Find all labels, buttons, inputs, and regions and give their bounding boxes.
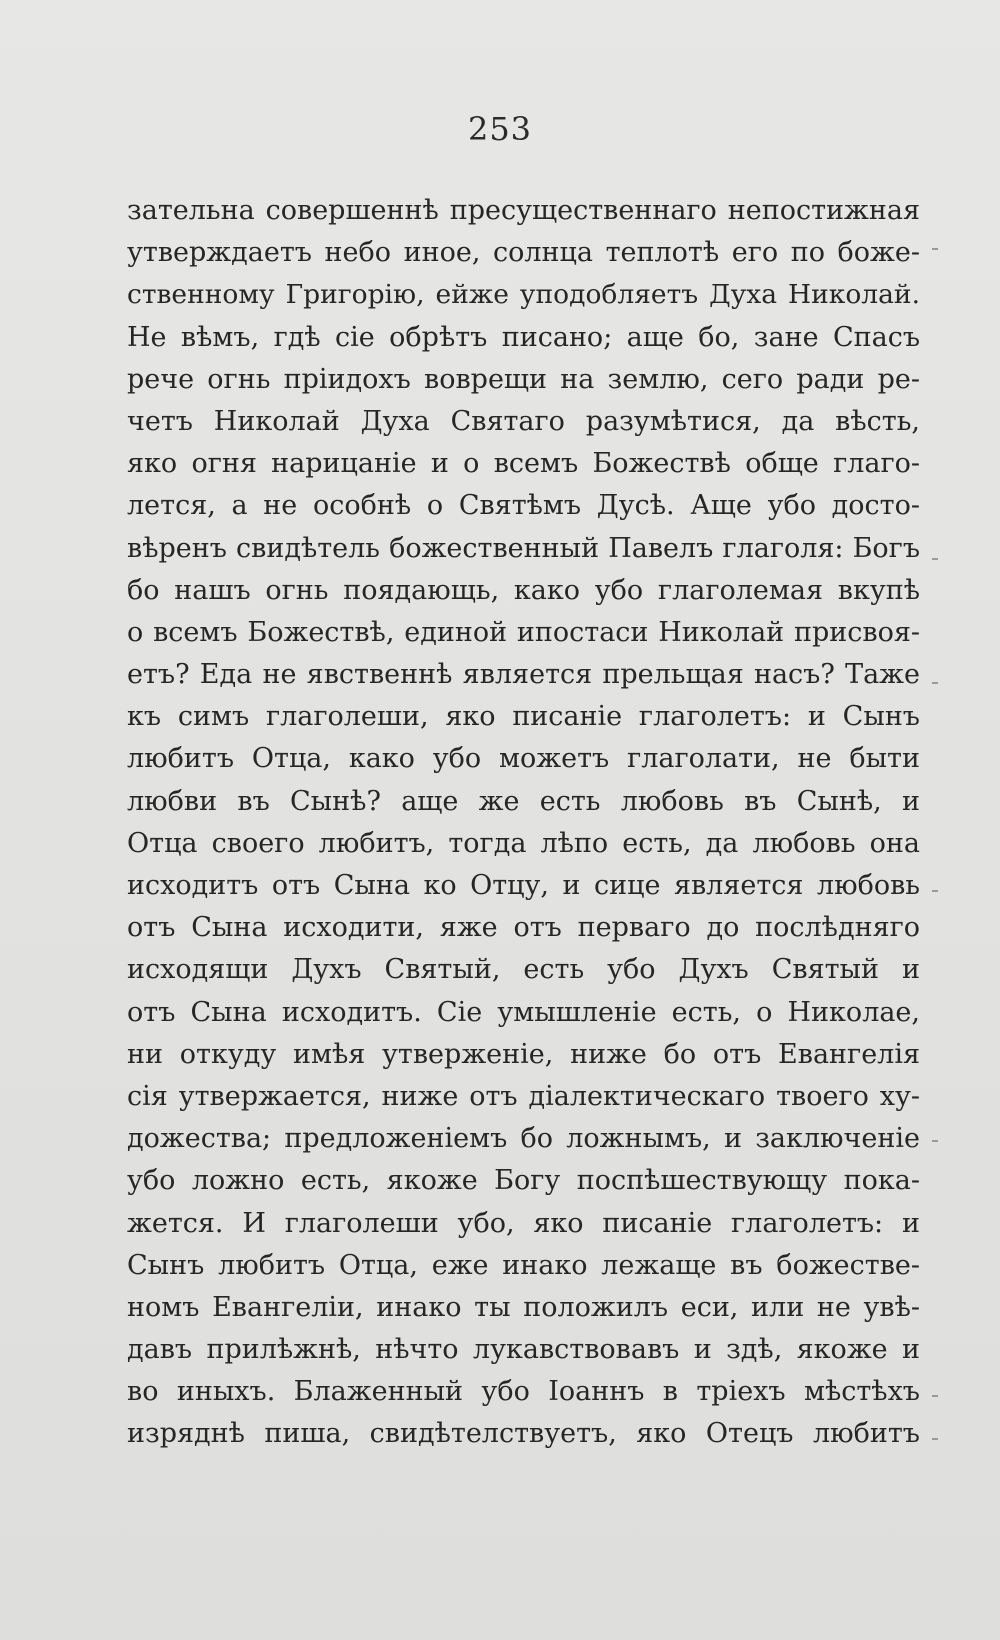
margin-speck — [932, 1438, 938, 1440]
text-line: Отца своего любитъ, тогда лѣпо есть, да любовь она — [127, 827, 920, 859]
text-line: Не вѣмъ, гдѣ сіе обрѣтъ писано; аще бо, зане Спасъ — [127, 321, 920, 353]
body-text — [127, 190, 920, 1456]
text-line: во иныхъ. Блаженный убо Іоаннъ в тріехъ мѣстѣхъ — [127, 1376, 920, 1408]
margin-speck — [932, 890, 938, 892]
text-line: жется. И глаголеши убо, яко писаніе глаголетъ: и — [127, 1207, 920, 1239]
text-line: четъ Николай Духа Святаго разумѣтися, да вѣсть, — [127, 405, 920, 437]
text-line: къ симъ глаголеши, яко писаніе глаголетъ: и Сынъ — [127, 701, 920, 733]
text-line: сія утвержается, ниже отъ діалектическаго твоего ху- — [127, 1080, 920, 1112]
margin-speck — [932, 558, 938, 560]
margin-speck — [932, 1140, 938, 1142]
text-line: исходящи Духъ Святый, есть убо Духъ Святый и — [127, 954, 920, 986]
margin-speck — [932, 1395, 938, 1397]
text-line: изряднѣ пиша, свидѣтелствуетъ, яко Отецъ любитъ — [127, 1418, 920, 1450]
text-line: ни откуду имѣя утверженіе, ниже бо отъ Евангелія — [127, 1038, 920, 1070]
text-line: зательна совершеннѣ пресущественнаго непостижная — [127, 195, 920, 226]
text-line: рече огнь пріидохъ воврещи на землю, сего ради ре- — [127, 363, 920, 395]
text-line: ственному Григорію, ейже уподобляетъ Духа Николай. — [127, 279, 920, 311]
text-line: отъ Сына исходитъ. Сіе умышленіе есть, о Николае, — [127, 996, 920, 1028]
text-line: давъ прилѣжнѣ, нѣчто лукавствовавъ и здѣ, якоже и — [127, 1334, 920, 1366]
text-line: утверждаетъ небо иное, солнца теплотѣ его по боже- — [127, 237, 920, 269]
text-line: номъ Евангеліи, инако ты положилъ еси, или не увѣ- — [127, 1291, 920, 1323]
text-line: вѣренъ свидѣтель божественный Павелъ глаголя: Богъ — [127, 532, 920, 564]
text-line: убо ложно есть, якоже Богу поспѣшествующу пока- — [127, 1165, 920, 1197]
text-line: дожества; предложеніемъ бо ложнымъ, и заключеніе — [127, 1123, 920, 1155]
text-line: етъ? Еда не явственнѣ является прельщая насъ? Таже — [127, 659, 920, 691]
text-line: любви въ Сынѣ? аще же есть любовь въ Сынѣ, и — [127, 785, 920, 817]
text-line: бо нашъ огнь поядающь, како убо глаголемая вкупѣ — [127, 574, 920, 606]
text-line: о всемъ Божествѣ, единой ипостаси Николай присвоя- — [127, 616, 920, 648]
text-line: Сынъ любитъ Отца, еже инако лежаще въ божестве- — [127, 1249, 920, 1281]
margin-speck — [932, 248, 938, 250]
page-number: 253 — [467, 110, 533, 148]
text-line: исходитъ отъ Сына ко Отцу, и сице является любовь — [127, 870, 920, 901]
text-line: лется, а не особнѣ о Святѣмъ Дусѣ. Аще убо досто- — [127, 490, 920, 522]
text-line: яко огня нарицаніе и о всемъ Божествѣ обще глаго- — [127, 448, 920, 480]
text-line: любитъ Отца, како убо можетъ глаголати, не быти — [127, 743, 920, 775]
margin-speck — [932, 682, 938, 684]
text-line: отъ Сына исходити, яже отъ перваго до послѣдняго — [127, 912, 920, 944]
